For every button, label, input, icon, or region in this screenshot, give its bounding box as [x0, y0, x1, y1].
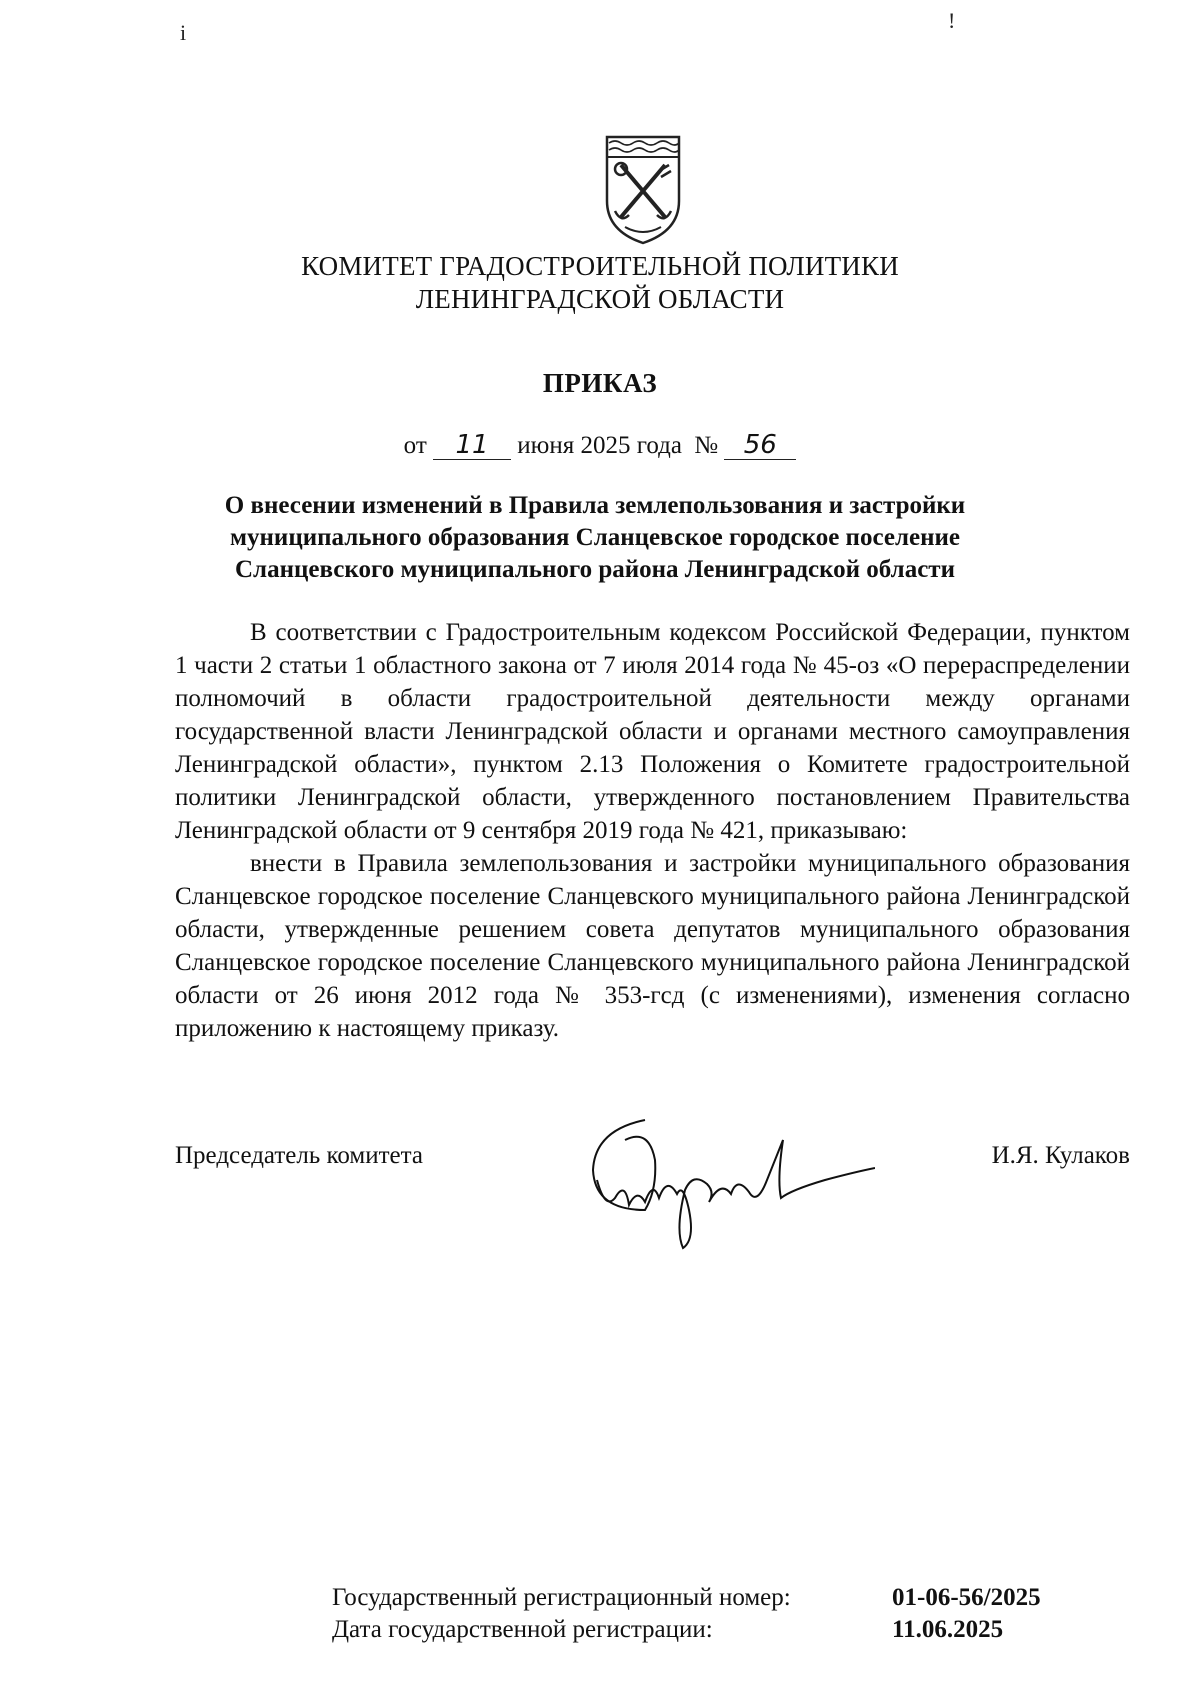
document-title: ПРИКАЗ — [542, 368, 658, 398]
scan-mark-right: ! — [948, 8, 956, 33]
org-name-line2: ЛЕНИНГРАДСКОЙ ОБЛАСТИ — [415, 284, 785, 314]
registration-date-value: 11.06.2025 — [892, 1616, 1004, 1643]
order-body — [175, 616, 1130, 1045]
registration-date-label: Дата государственной регистрации: — [332, 1616, 713, 1643]
registration-number-value: 01-06-56/2025 — [892, 1584, 1041, 1611]
number-sign: № — [694, 432, 719, 459]
subject-line3: Сланцевского муниципального района Ленинградской области — [235, 556, 955, 583]
registration-date-row — [332, 1614, 1041, 1646]
signer-position: Председатель комитета — [175, 1142, 423, 1169]
scan-mark-left: i — [180, 20, 187, 45]
order-date-line — [0, 430, 1200, 462]
order-subject — [200, 490, 990, 586]
registration-block — [332, 1582, 1041, 1646]
order-number: 56 — [724, 431, 796, 460]
subject-line1: О внесении изменений в Правила землепользования и застройки — [224, 492, 966, 519]
coat-of-arms-emblem — [603, 135, 683, 245]
date-prefix: от — [403, 432, 427, 459]
body-paragraph-2: внести в Правила землепользования и застройки муниципального образования Сланцевское городское поселение Сланцевского муниципального района Ленинградской области, утвержденные решением совета депутатов муниципального образования Сланцевское городское поселение Сланцевского муниципального района Ленинградской области от 26 июня 2012 года № 353-гсд (с изменениями), изменения согласно приложению к настоящему приказу. — [175, 850, 1130, 1042]
order-month-year: июня 2025 года — [517, 432, 682, 459]
body-paragraph-1: В соответствии с Градостроительным кодексом Российской Федерации, пунктом 1 части 2 статьи 1 областного закона от 7 июля 2014 года № 45-оз «О перераспределении полномочий в области градостроительной деятельности между органами государственной власти Ленинградской области и органами местного самоуправления Ленинградской области», пунктом 2.13 Положения о Комитете градостроительной политики Ленинградской области, утвержденного постановлением Правительства Ленинградской области от 9 сентября 2019 года № 421, приказываю: — [175, 619, 1130, 844]
order-day: 11 — [433, 431, 511, 460]
subject-line2: муниципального образования Сланцевское городское поселение — [230, 524, 960, 551]
registration-number-label: Государственный регистрационный номер: — [332, 1584, 791, 1611]
handwritten-signature — [585, 1110, 875, 1260]
signer-name: И.Я. Кулаков — [991, 1142, 1130, 1169]
org-name-line1: КОМИТЕТ ГРАДОСТРОИТЕЛЬНОЙ ПОЛИТИКИ — [301, 251, 899, 281]
registration-number-row — [332, 1582, 1041, 1614]
